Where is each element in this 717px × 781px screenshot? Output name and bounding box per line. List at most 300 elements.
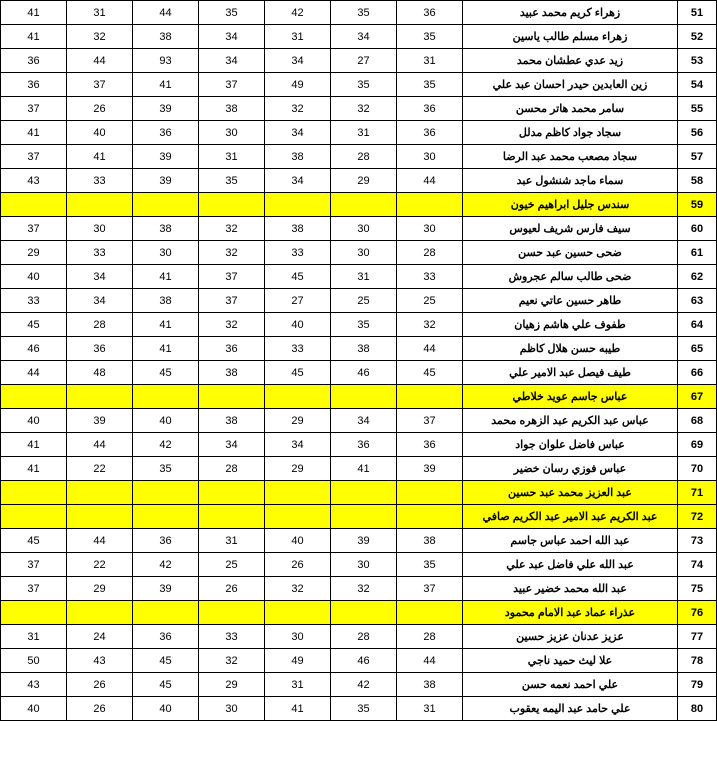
row-sequence-number: 59: [678, 193, 717, 217]
student-name: سجاد جواد كاظم مدلل: [463, 121, 678, 145]
mark-cell: 36: [397, 121, 463, 145]
mark-cell: 26: [199, 577, 265, 601]
row-sequence-number: 70: [678, 457, 717, 481]
row-sequence-number: 68: [678, 409, 717, 433]
mark-cell: 41: [331, 457, 397, 481]
mark-cell: 27: [331, 49, 397, 73]
row-sequence-number: 64: [678, 313, 717, 337]
mark-cell: 41: [1, 457, 67, 481]
mark-cell: 28: [397, 625, 463, 649]
mark-cell: 37: [1, 97, 67, 121]
mark-cell: 44: [397, 649, 463, 673]
mark-cell: 37: [1, 553, 67, 577]
mark-cell: 45: [265, 361, 331, 385]
mark-cell: 41: [133, 337, 199, 361]
mark-cell: 32: [199, 649, 265, 673]
mark-cell: [199, 601, 265, 625]
mark-cell: 32: [67, 25, 133, 49]
mark-cell: 42: [133, 433, 199, 457]
mark-cell: 36: [133, 121, 199, 145]
mark-cell: 25: [199, 553, 265, 577]
row-sequence-number: 72: [678, 505, 717, 529]
student-name: عباس فوزي رسان خضير: [463, 457, 678, 481]
mark-cell: [67, 505, 133, 529]
mark-cell: 93: [133, 49, 199, 73]
mark-cell: 35: [331, 313, 397, 337]
mark-cell: [397, 193, 463, 217]
mark-cell: 34: [265, 49, 331, 73]
mark-cell: 50: [1, 649, 67, 673]
mark-cell: 49: [265, 649, 331, 673]
table-row: [1, 385, 717, 409]
table-row: [1, 673, 717, 697]
mark-cell: 30: [199, 121, 265, 145]
mark-cell: 41: [265, 697, 331, 721]
mark-cell: [265, 601, 331, 625]
mark-cell: 36: [1, 73, 67, 97]
mark-cell: 37: [397, 409, 463, 433]
student-name: طفوف علي هاشم زهيان: [463, 313, 678, 337]
table-row: [1, 121, 717, 145]
table-row: [1, 73, 717, 97]
row-sequence-number: 77: [678, 625, 717, 649]
mark-cell: 41: [1, 121, 67, 145]
mark-cell: 44: [1, 361, 67, 385]
mark-cell: 41: [1, 25, 67, 49]
mark-cell: 34: [67, 289, 133, 313]
table-row: [1, 457, 717, 481]
mark-cell: 45: [1, 529, 67, 553]
mark-cell: 40: [133, 697, 199, 721]
mark-cell: 41: [1, 1, 67, 25]
mark-cell: 44: [397, 169, 463, 193]
row-sequence-number: 58: [678, 169, 717, 193]
mark-cell: [331, 193, 397, 217]
mark-cell: 39: [133, 169, 199, 193]
mark-cell: 33: [1, 289, 67, 313]
table-row: [1, 433, 717, 457]
row-sequence-number: 65: [678, 337, 717, 361]
mark-cell: [133, 601, 199, 625]
mark-cell: 37: [199, 265, 265, 289]
row-sequence-number: 53: [678, 49, 717, 73]
mark-cell: 31: [67, 1, 133, 25]
mark-cell: 37: [397, 577, 463, 601]
mark-cell: 32: [199, 217, 265, 241]
mark-cell: 33: [67, 169, 133, 193]
mark-cell: 44: [67, 49, 133, 73]
row-sequence-number: 80: [678, 697, 717, 721]
row-sequence-number: 63: [678, 289, 717, 313]
row-sequence-number: 55: [678, 97, 717, 121]
mark-cell: 49: [265, 73, 331, 97]
table-row: [1, 25, 717, 49]
mark-cell: 24: [67, 625, 133, 649]
mark-cell: 31: [331, 121, 397, 145]
mark-cell: 45: [133, 673, 199, 697]
row-sequence-number: 54: [678, 73, 717, 97]
mark-cell: [199, 193, 265, 217]
mark-cell: 29: [199, 673, 265, 697]
mark-cell: 30: [265, 625, 331, 649]
mark-cell: 31: [199, 145, 265, 169]
mark-cell: [265, 505, 331, 529]
mark-cell: 38: [133, 217, 199, 241]
mark-cell: 40: [265, 313, 331, 337]
student-name: سماء ماجد شنشول عبد: [463, 169, 678, 193]
table-row: [1, 577, 717, 601]
student-name: سيف فارس شريف لعيوس: [463, 217, 678, 241]
mark-cell: [397, 385, 463, 409]
mark-cell: 36: [67, 337, 133, 361]
table-row: [1, 505, 717, 529]
row-sequence-number: 79: [678, 673, 717, 697]
grades-table-body: [1, 1, 717, 721]
table-row: [1, 409, 717, 433]
mark-cell: 39: [397, 457, 463, 481]
mark-cell: [331, 601, 397, 625]
row-sequence-number: 69: [678, 433, 717, 457]
student-name: عبد الكريم عبد الامير عبد الكريم صافي: [463, 505, 678, 529]
mark-cell: 38: [199, 409, 265, 433]
row-sequence-number: 78: [678, 649, 717, 673]
mark-cell: 28: [331, 145, 397, 169]
mark-cell: 29: [331, 169, 397, 193]
mark-cell: 46: [331, 361, 397, 385]
table-row: [1, 145, 717, 169]
mark-cell: 39: [331, 529, 397, 553]
mark-cell: 36: [331, 433, 397, 457]
mark-cell: [67, 601, 133, 625]
mark-cell: 39: [67, 409, 133, 433]
mark-cell: 36: [133, 625, 199, 649]
row-sequence-number: 74: [678, 553, 717, 577]
mark-cell: 22: [67, 553, 133, 577]
student-name: علي احمد نعمه حسن: [463, 673, 678, 697]
mark-cell: 34: [265, 433, 331, 457]
table-row: [1, 361, 717, 385]
student-name: سجاد مصعب محمد عبد الرضا: [463, 145, 678, 169]
mark-cell: 37: [1, 577, 67, 601]
mark-cell: 38: [133, 25, 199, 49]
student-name: عباس جاسم عويد خلاطي: [463, 385, 678, 409]
mark-cell: [1, 505, 67, 529]
table-row: [1, 169, 717, 193]
mark-cell: 40: [67, 121, 133, 145]
mark-cell: 41: [133, 313, 199, 337]
mark-cell: 38: [265, 145, 331, 169]
table-row: [1, 241, 717, 265]
mark-cell: 38: [199, 361, 265, 385]
mark-cell: 41: [133, 265, 199, 289]
mark-cell: 29: [67, 577, 133, 601]
mark-cell: [67, 193, 133, 217]
student-name: عبد الله محمد خضير عبيد: [463, 577, 678, 601]
table-row: [1, 265, 717, 289]
mark-cell: 43: [1, 673, 67, 697]
mark-cell: 31: [199, 529, 265, 553]
table-row: [1, 649, 717, 673]
table-row: [1, 337, 717, 361]
mark-cell: 27: [265, 289, 331, 313]
mark-cell: 32: [265, 97, 331, 121]
student-name: سامر محمد هاتر محسن: [463, 97, 678, 121]
mark-cell: [1, 193, 67, 217]
mark-cell: 28: [397, 241, 463, 265]
mark-cell: 40: [133, 409, 199, 433]
table-row: [1, 481, 717, 505]
mark-cell: 31: [331, 265, 397, 289]
table-row: [1, 49, 717, 73]
mark-cell: 35: [199, 169, 265, 193]
mark-cell: 37: [67, 73, 133, 97]
mark-cell: 34: [331, 25, 397, 49]
mark-cell: 33: [265, 241, 331, 265]
mark-cell: 42: [265, 1, 331, 25]
mark-cell: [397, 601, 463, 625]
row-sequence-number: 61: [678, 241, 717, 265]
mark-cell: 31: [397, 697, 463, 721]
mark-cell: 32: [331, 97, 397, 121]
mark-cell: 38: [199, 97, 265, 121]
mark-cell: 44: [67, 433, 133, 457]
mark-cell: 46: [331, 649, 397, 673]
mark-cell: 38: [331, 337, 397, 361]
mark-cell: 35: [397, 73, 463, 97]
mark-cell: [133, 481, 199, 505]
student-name: طيبه حسن هلال كاظم: [463, 337, 678, 361]
mark-cell: 44: [397, 337, 463, 361]
mark-cell: 40: [265, 529, 331, 553]
mark-cell: 28: [67, 313, 133, 337]
mark-cell: 44: [67, 529, 133, 553]
mark-cell: 30: [331, 553, 397, 577]
mark-cell: 45: [1, 313, 67, 337]
mark-cell: 34: [265, 121, 331, 145]
mark-cell: [67, 481, 133, 505]
mark-cell: 45: [133, 361, 199, 385]
mark-cell: 35: [397, 553, 463, 577]
mark-cell: 37: [1, 145, 67, 169]
mark-cell: 42: [331, 673, 397, 697]
mark-cell: 32: [331, 577, 397, 601]
row-sequence-number: 66: [678, 361, 717, 385]
mark-cell: 37: [199, 73, 265, 97]
mark-cell: [265, 385, 331, 409]
student-name: عباس عبد الكريم عبد الزهره محمد: [463, 409, 678, 433]
mark-cell: 26: [67, 673, 133, 697]
student-name: عبد الله احمد عباس جاسم: [463, 529, 678, 553]
mark-cell: 32: [199, 241, 265, 265]
row-sequence-number: 56: [678, 121, 717, 145]
mark-cell: 31: [1, 625, 67, 649]
mark-cell: 37: [199, 289, 265, 313]
mark-cell: [397, 505, 463, 529]
mark-cell: [1, 481, 67, 505]
row-sequence-number: 60: [678, 217, 717, 241]
mark-cell: 26: [67, 697, 133, 721]
student-name: زهراء كريم محمد عبيد: [463, 1, 678, 25]
mark-cell: 30: [331, 241, 397, 265]
mark-cell: 33: [265, 337, 331, 361]
mark-cell: 29: [265, 409, 331, 433]
mark-cell: 36: [133, 529, 199, 553]
mark-cell: 31: [265, 25, 331, 49]
mark-cell: [331, 385, 397, 409]
student-name: علا ليث حميد ناجي: [463, 649, 678, 673]
mark-cell: 38: [397, 529, 463, 553]
mark-cell: [1, 385, 67, 409]
mark-cell: 38: [133, 289, 199, 313]
row-sequence-number: 71: [678, 481, 717, 505]
table-row: [1, 553, 717, 577]
table-row: [1, 313, 717, 337]
mark-cell: 35: [331, 73, 397, 97]
row-sequence-number: 75: [678, 577, 717, 601]
mark-cell: 44: [133, 1, 199, 25]
student-name: عزيز عدنان عزيز حسين: [463, 625, 678, 649]
mark-cell: 34: [199, 49, 265, 73]
mark-cell: 36: [397, 433, 463, 457]
student-name: عبد الله علي فاضل عبد علي: [463, 553, 678, 577]
mark-cell: 41: [67, 145, 133, 169]
student-name: زين العابدين حيدر احسان عبد علي: [463, 73, 678, 97]
mark-cell: 25: [397, 289, 463, 313]
table-row: [1, 289, 717, 313]
student-name: طيف فيصل عبد الامير علي: [463, 361, 678, 385]
table-row: [1, 97, 717, 121]
mark-cell: 31: [397, 49, 463, 73]
mark-cell: 34: [265, 169, 331, 193]
mark-cell: [331, 505, 397, 529]
mark-cell: 40: [1, 697, 67, 721]
mark-cell: [265, 193, 331, 217]
mark-cell: 31: [265, 673, 331, 697]
mark-cell: 39: [133, 97, 199, 121]
mark-cell: 42: [133, 553, 199, 577]
mark-cell: [397, 481, 463, 505]
mark-cell: 35: [331, 1, 397, 25]
mark-cell: 48: [67, 361, 133, 385]
mark-cell: 40: [1, 265, 67, 289]
mark-cell: 43: [67, 649, 133, 673]
student-name: عبد العزيز محمد عبد حسين: [463, 481, 678, 505]
student-name: علي حامد عبد اليمه يعقوب: [463, 697, 678, 721]
table-row: [1, 217, 717, 241]
mark-cell: 46: [1, 337, 67, 361]
mark-cell: 36: [1, 49, 67, 73]
mark-cell: 28: [331, 625, 397, 649]
table-row: [1, 1, 717, 25]
table-row: [1, 697, 717, 721]
mark-cell: 38: [265, 217, 331, 241]
table-row: [1, 529, 717, 553]
row-sequence-number: 51: [678, 1, 717, 25]
mark-cell: 40: [1, 409, 67, 433]
mark-cell: 36: [397, 97, 463, 121]
mark-cell: 41: [133, 73, 199, 97]
mark-cell: 32: [199, 313, 265, 337]
mark-cell: 35: [133, 457, 199, 481]
mark-cell: 33: [397, 265, 463, 289]
row-sequence-number: 76: [678, 601, 717, 625]
mark-cell: 34: [199, 25, 265, 49]
mark-cell: 43: [1, 169, 67, 193]
row-sequence-number: 67: [678, 385, 717, 409]
mark-cell: [133, 385, 199, 409]
mark-cell: 32: [265, 577, 331, 601]
mark-cell: 35: [397, 25, 463, 49]
mark-cell: [199, 481, 265, 505]
mark-cell: 37: [1, 217, 67, 241]
student-name: زيد عدي عطشان محمد: [463, 49, 678, 73]
mark-cell: 28: [199, 457, 265, 481]
mark-cell: 30: [199, 697, 265, 721]
mark-cell: 34: [67, 265, 133, 289]
mark-cell: 32: [397, 313, 463, 337]
mark-cell: [199, 385, 265, 409]
student-name: سندس جليل ابراهيم خيون: [463, 193, 678, 217]
mark-cell: 30: [331, 217, 397, 241]
mark-cell: 33: [67, 241, 133, 265]
mark-cell: [199, 505, 265, 529]
mark-cell: 33: [199, 625, 265, 649]
mark-cell: 41: [1, 433, 67, 457]
mark-cell: 22: [67, 457, 133, 481]
mark-cell: [67, 385, 133, 409]
mark-cell: 25: [331, 289, 397, 313]
mark-cell: 30: [133, 241, 199, 265]
mark-cell: 35: [331, 697, 397, 721]
mark-cell: [1, 601, 67, 625]
mark-cell: 39: [133, 577, 199, 601]
table-row: [1, 193, 717, 217]
mark-cell: 30: [67, 217, 133, 241]
mark-cell: 45: [133, 649, 199, 673]
mark-cell: 38: [397, 673, 463, 697]
row-sequence-number: 52: [678, 25, 717, 49]
mark-cell: 39: [133, 145, 199, 169]
mark-cell: 26: [67, 97, 133, 121]
mark-cell: 26: [265, 553, 331, 577]
student-name: عذراء عماد عبد الامام محمود: [463, 601, 678, 625]
table-row: [1, 601, 717, 625]
mark-cell: [133, 505, 199, 529]
student-name: زهراء مسلم طالب ياسين: [463, 25, 678, 49]
mark-cell: [331, 481, 397, 505]
student-name: ضحى حسين عبد حسن: [463, 241, 678, 265]
row-sequence-number: 57: [678, 145, 717, 169]
student-name: طاهر حسين عاتي نعيم: [463, 289, 678, 313]
student-name: عباس فاضل علوان جواد: [463, 433, 678, 457]
mark-cell: 35: [199, 1, 265, 25]
mark-cell: 45: [265, 265, 331, 289]
mark-cell: 29: [1, 241, 67, 265]
mark-cell: 45: [397, 361, 463, 385]
mark-cell: 36: [397, 1, 463, 25]
mark-cell: 34: [331, 409, 397, 433]
mark-cell: 30: [397, 145, 463, 169]
mark-cell: 36: [199, 337, 265, 361]
mark-cell: 34: [199, 433, 265, 457]
student-name: ضحى طالب سالم عجروش: [463, 265, 678, 289]
row-sequence-number: 73: [678, 529, 717, 553]
table-row: [1, 625, 717, 649]
row-sequence-number: 62: [678, 265, 717, 289]
mark-cell: 30: [397, 217, 463, 241]
mark-cell: [133, 193, 199, 217]
mark-cell: 29: [265, 457, 331, 481]
